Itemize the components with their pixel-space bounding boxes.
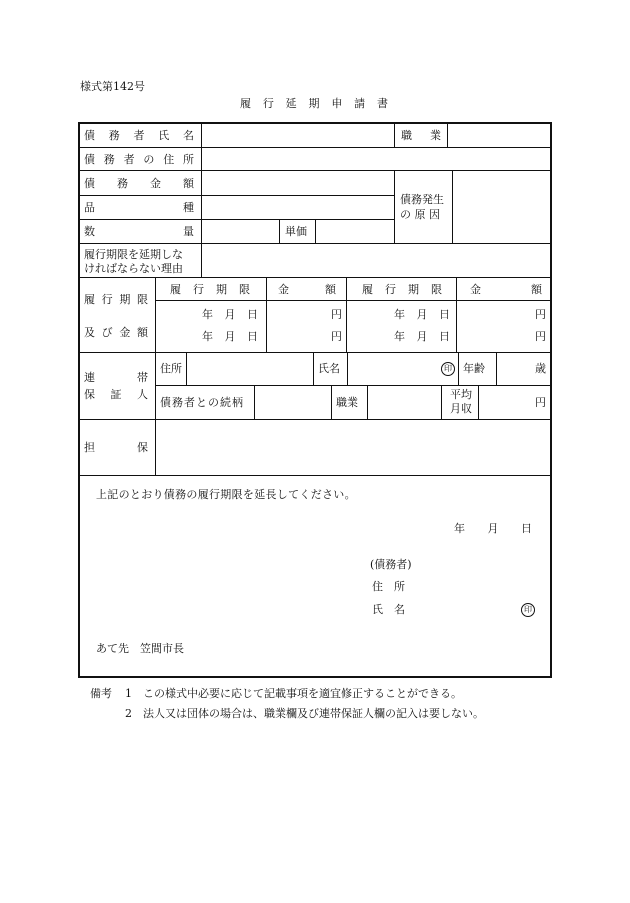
label-char: 金 xyxy=(119,326,131,339)
request-date xyxy=(454,523,532,534)
label-char: 履 xyxy=(170,283,181,296)
label-char: 年 xyxy=(394,308,405,321)
label-char: 数 xyxy=(84,225,95,238)
guarantor-relation-label: 債務者との続柄 xyxy=(160,396,244,409)
note-text: この様式中必要に応じて記載事項を適宜修正することができる。 xyxy=(143,687,462,700)
yen-unit: 円 xyxy=(331,330,342,343)
yen-unit: 円 xyxy=(535,396,546,409)
label-char: 月 xyxy=(224,308,236,321)
income-label-line2: 月収 xyxy=(450,402,472,415)
label-char: 限 xyxy=(239,283,250,296)
column-amount-header xyxy=(278,284,336,295)
label-char: 延 xyxy=(285,97,297,110)
occupation-label xyxy=(401,130,441,141)
collateral-label xyxy=(84,442,148,453)
label-char: 職 xyxy=(401,129,412,142)
label-char: 人 xyxy=(137,388,148,401)
deadline-date-2b xyxy=(394,331,450,342)
yen-unit: 円 xyxy=(535,330,546,343)
label-char: 履 xyxy=(84,293,95,306)
debtor-address-label xyxy=(84,154,194,165)
label-char: 限 xyxy=(431,283,442,296)
label-char: 日 xyxy=(247,308,258,321)
label-char: 日 xyxy=(247,330,258,343)
item-label xyxy=(84,202,194,213)
label-char: 保 xyxy=(137,441,148,454)
label-char: 日 xyxy=(439,330,450,343)
label-char: 務 xyxy=(108,129,120,142)
age-unit: 歳 xyxy=(535,362,546,375)
label-char: 量 xyxy=(183,225,194,238)
label-char: 履 xyxy=(362,283,373,296)
debt-amount-label xyxy=(84,178,194,189)
debtor-paren-label: (債務者) xyxy=(370,558,412,571)
label-char: 年 xyxy=(202,308,213,321)
label-char: 住 xyxy=(163,153,175,166)
label-char: び xyxy=(101,326,113,339)
deadline-label-line1 xyxy=(84,294,148,305)
label-char: 月 xyxy=(416,308,428,321)
seal-mark-icon: 印 xyxy=(441,362,455,376)
label-char: 帯 xyxy=(137,371,148,384)
label-char: 債 xyxy=(84,177,95,190)
label-char: 債 xyxy=(84,153,95,166)
quantity-label xyxy=(84,226,194,237)
label-char: 債 xyxy=(84,129,95,142)
guarantor-address-label: 住所 xyxy=(160,362,182,375)
label-char: 期 xyxy=(308,97,320,110)
label-char: 額 xyxy=(325,283,336,296)
label-char: 務 xyxy=(103,153,115,166)
addressee: あて先 笠間市長 xyxy=(96,642,184,655)
notes-label: 備考 xyxy=(90,687,112,700)
label-char: 期 xyxy=(216,283,227,296)
label-char: 月 xyxy=(224,330,236,343)
label-char: 連 xyxy=(84,371,95,384)
debtor-name-label xyxy=(84,130,194,141)
guarantor-age-label: 年齢 xyxy=(463,362,485,375)
column-deadline-header-2 xyxy=(362,284,442,295)
label-char: 保 xyxy=(84,388,95,401)
label-char: 額 xyxy=(183,177,194,190)
cause-label-line1: 債務発生 xyxy=(400,193,444,206)
deadline-date-2a xyxy=(202,331,258,342)
label-char: 書 xyxy=(376,97,388,110)
label-char: 年 xyxy=(394,330,405,343)
label-char: 業 xyxy=(430,129,441,142)
label-char: 月 xyxy=(416,330,428,343)
label-char: 種 xyxy=(183,201,194,214)
guarantor-occupation-label: 職業 xyxy=(336,396,358,409)
note-number: 1 xyxy=(125,687,132,700)
label-char: 期 xyxy=(119,293,131,306)
label-char: 日 xyxy=(521,522,532,535)
yen-unit: 円 xyxy=(535,308,546,321)
label-char: 所 xyxy=(182,153,194,166)
label-char: 額 xyxy=(531,283,542,296)
label-char: 履 xyxy=(240,97,251,110)
label-char: 年 xyxy=(454,522,465,535)
label-char: 及 xyxy=(84,326,95,339)
label-char: 氏 xyxy=(158,129,170,142)
label-char: 行 xyxy=(262,97,274,110)
label-char: 限 xyxy=(136,293,148,306)
label-char: 品 xyxy=(84,201,95,214)
note-text: 法人又は団体の場合は、職業欄及び連帯保証人欄の記入は要しない。 xyxy=(143,707,484,720)
reason-label-line2: ければならない理由 xyxy=(84,262,183,275)
seal-mark-icon: 印 xyxy=(521,603,535,617)
label-char: 担 xyxy=(84,441,95,454)
label-char: 年 xyxy=(202,330,213,343)
signer-address-label: 住 所 xyxy=(372,580,405,593)
reason-label-line1: 履行期限を延期しな xyxy=(84,248,183,261)
cause-label-line2: の 原 因 xyxy=(400,208,440,221)
label-char: 申 xyxy=(331,97,343,110)
document-title xyxy=(240,98,388,109)
deadline-label-line2 xyxy=(84,327,148,338)
label-char: 者 xyxy=(123,153,135,166)
label-char: 行 xyxy=(385,283,396,296)
label-char: 務 xyxy=(117,177,128,190)
column-amount-header-2 xyxy=(470,284,542,295)
form-number: 様式第142号 xyxy=(80,80,145,93)
note-number: 2 xyxy=(125,707,132,720)
label-char: 期 xyxy=(408,283,419,296)
label-char: 額 xyxy=(136,326,148,339)
label-char: 金 xyxy=(150,177,161,190)
column-deadline-header xyxy=(170,284,250,295)
label-char: 行 xyxy=(101,293,113,306)
deadline-date-1a xyxy=(202,309,258,320)
request-text: 上記のとおり債務の履行期限を延長してください。 xyxy=(96,488,356,501)
label-char: 証 xyxy=(110,388,122,401)
label-char: 行 xyxy=(193,283,204,296)
deadline-date-1b xyxy=(394,309,450,320)
label-char: 名 xyxy=(183,129,194,142)
guarantor-label-line2 xyxy=(84,389,148,400)
label-char: 日 xyxy=(439,308,450,321)
yen-unit: 円 xyxy=(331,308,342,321)
guarantor-label-line1 xyxy=(84,372,148,383)
label-char: 金 xyxy=(278,283,289,296)
guarantor-name-label: 氏名 xyxy=(318,362,340,375)
label-char: 者 xyxy=(133,129,145,142)
label-char: 金 xyxy=(470,283,481,296)
label-char: の xyxy=(143,153,155,166)
income-label-line1: 平均 xyxy=(450,388,472,401)
signer-name-label: 氏 名 xyxy=(372,603,405,616)
label-char: 月 xyxy=(487,522,499,535)
unit-price-label: 単価 xyxy=(285,225,307,238)
label-char: 請 xyxy=(354,97,366,110)
